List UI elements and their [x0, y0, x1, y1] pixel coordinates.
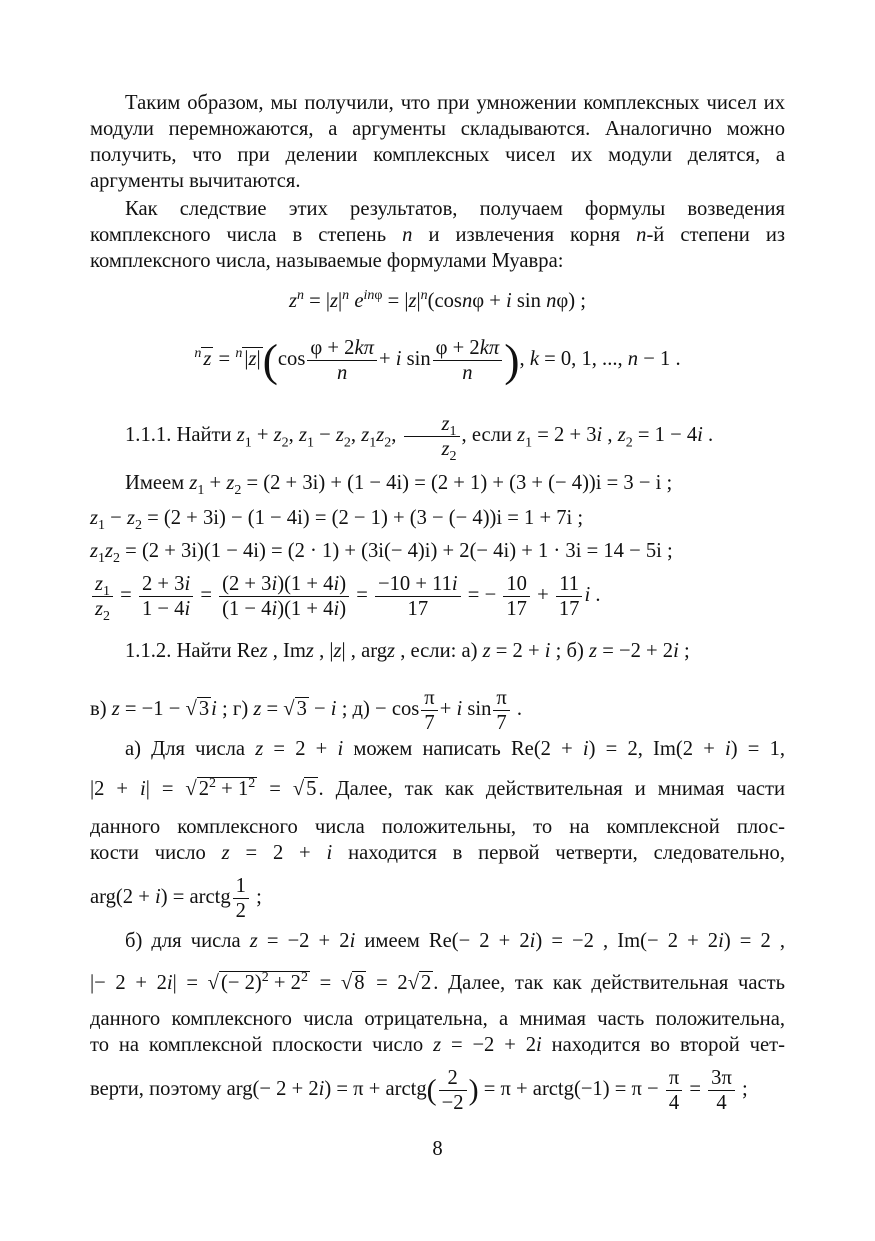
solution-a-arg: arg(2 + i) = arctg $\frac{1}{2}$ ; — [90, 875, 262, 922]
solution-a-line3: данного комплексного числа положительны, то на комплексной плос- — [90, 816, 785, 838]
fraction: $\frac{(2 + 3i)(1 + 4i)}{(1 - 4i)(1 + 4i)}$ — [219, 572, 349, 621]
fraction: $\frac{3\pi}{4}$ — [708, 1066, 735, 1115]
fraction: $\frac{11}{17}$ — [556, 572, 583, 621]
page-number: 8 — [432, 1138, 443, 1160]
fraction: $\frac{\pi}{4}$ — [666, 1066, 682, 1115]
fraction: $\frac{\pi}{7}$ — [493, 686, 509, 735]
fraction: $\frac{\pi}{7}$ — [421, 686, 437, 735]
formula-power-body: $z^n = |z|^n$ $e^{in\varphi} = |z|^n(\cos n\varphi + i$ sin nφ) ; — [288, 288, 587, 312]
formula-moivre-power — [90, 288, 785, 314]
paragraph-moivre-intro: Как следствие этих результатов, получаем формулы возведения комплексного числа в степень n и извлечения корня n-й степени из комплексного числа, называемые формулами Муавра: — [90, 198, 785, 272]
solution-a-line1: а) Для числа z = 2 + i можем написать Re(2 + i) = 2, Im(2 + i) = 1, — [125, 738, 786, 760]
solution-b-line4: то на комплексной плоскости число z = −2 + 2i находится во второй чет- — [90, 1034, 786, 1056]
solution-b-line2: |− 2 + 2i| = √(− $2)^2 + 2^2 = √8 = 2√2$. Далее, так как действительная часть — [90, 970, 785, 994]
fraction: $\frac{z_1}{z_2}$ — [404, 412, 460, 461]
solution-difference: $z_1 - z_2 = (2 + 3i) - (1 - 4i) = (2 - 1) + (3$ − (− 4))i = 1 + 7i ; — [90, 507, 584, 534]
exercise-1-1-2: 1.1.2. Найти Rez , Imz , |z| , argz , если: а) z = 2 + i ; б) z = −2 + 2i ; — [125, 640, 690, 662]
solution-product: $z_1z_2 = (2 + 3i)(1 - 4i) = (2 \cdot 1) + (3i(- 4)i) + 2(- 4i) + 1 \cdot 3i = 14 - 5i$ ; — [90, 540, 673, 567]
paragraph-multiplication: Таким образом, мы получили, что при умножении комплексных чисел их модули перемножаются, а аргументы складываются. Аналогично можно получить, что при делении комплексных чисел их модули делятся, а аргументы вычитаются. — [90, 92, 785, 192]
exercise-1-1-2-cont: в) z = −1 − √3i ; г) z = √3 − i ; д) − cos $\frac{\pi}{7}$ + i sin $\frac{\pi}{7}$ . — [90, 687, 523, 734]
fraction: $\frac{1}{2}$ — [233, 874, 249, 923]
solution-b-arg: верти, поэтому arg(− 2 + 2i) = π + arctg( $\frac{2}{-2}$ ) = π + arctg(−1) = π − $\frac{\pi}{4}$ = $\frac{3\pi}{4}$ ; — [90, 1067, 748, 1114]
fraction: $\frac{2 + 3i}{1 - 4i}$ — [139, 572, 193, 621]
solution-b-line3: данного комплексного числа отрицательна, а мнимая часть положительна, — [90, 1008, 785, 1030]
exercise-1-1-1: 1.1.1. Найти $z_1 + z_2$, $z_1 - z_2$, $z_1z_2$, $\frac{z_1}{z_2}$ , если $z_1 = 2 + 3i$ , $z_2 = 1 - 4i$ . — [125, 413, 714, 465]
fraction: $\frac{\varphi + 2k\pi}{n}$ — [307, 336, 377, 385]
solution-b-line1: б) для числа z = −2 + 2i имеем Re(− 2 + 2i) = −2 , Im(− 2 + 2i) = 2 , — [125, 930, 785, 952]
fraction: $\frac{-10 + 11i}{17}$ — [375, 572, 461, 621]
formula-root-body: $^n$z = $^n$|z|(cos $\frac{\varphi + 2k\pi}{n}$ + i sin $\frac{\varphi + 2k\pi}{n}$ ), k = 0, 1, ..., n − 1 . — [194, 334, 681, 386]
fraction: $\frac{10}{17}$ — [503, 572, 530, 621]
fraction: $\frac{z_1}{z_2}$ — [92, 572, 113, 621]
solution-quotient: $\frac{z_1}{z_2}$ = $\frac{2 + 3i}{1 - 4i}$ = $\frac{(2 + 3i)(1 + 4i)}{(1 - 4i)(1 + 4i)}$ = $\frac{-10 + 11i}{17}$ = − $\frac{10}{17}$ + $\frac{11}{17}$ i . — [90, 572, 785, 621]
fraction: $\frac{2}{-2}$ — [439, 1066, 467, 1115]
solution-a-line2: $|2 + i| = √2^2 + 1^2 = √5$. Далее, так как действительная и мнимая части — [90, 776, 785, 800]
fraction: $\frac{\varphi + 2k\pi}{n}$ — [433, 336, 503, 385]
solution-a-line4: кости число z = 2 + i находится в первой четверти, следовательно, — [90, 842, 785, 864]
formula-moivre-root — [90, 336, 785, 385]
solution-sum: Имеем $z_1 + z_2 = (2 + 3i) + (1 - 4i) = (2 + 1) + (3$ + (− 4))i = 3 − i ; — [125, 472, 673, 499]
